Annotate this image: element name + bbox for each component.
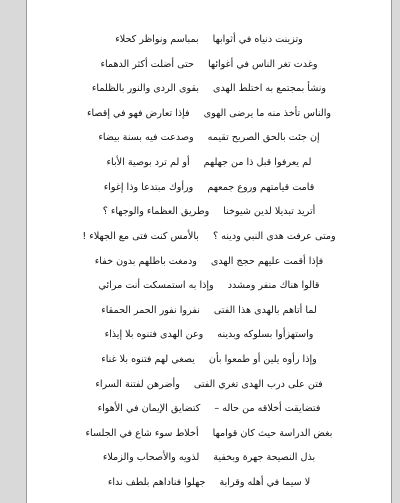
first-hemistich: وغدت تغر الناس في أغوائها: [207, 58, 318, 70]
poem-line: [27, 227, 391, 247]
poem-line: [27, 55, 391, 75]
second-hemistich: نفروا نفور الحمر الحمقاء: [101, 304, 200, 316]
poem-line: [27, 375, 391, 395]
first-hemistich: لا سيما في أهله وقرابة: [219, 477, 311, 488]
first-hemistich: بذل النصيحة جهرة وبخفية: [213, 452, 316, 464]
second-hemistich: أو لم ترد بوصية الأباء: [106, 157, 190, 169]
poem-line: [27, 104, 391, 124]
first-hemistich: لما أتاهم بالهدى هذا الفتى: [213, 304, 317, 316]
first-hemistich: قامت قيامتهم وروع جمعهم: [207, 181, 315, 193]
second-hemistich: ورأوك مبتدعا وذا إغواء: [103, 181, 194, 193]
poem-line: [27, 178, 391, 198]
poem-line: [27, 350, 391, 370]
poem-line: [27, 276, 391, 296]
first-hemistich: أتريد تبديلا لدين شيوخنا: [223, 206, 316, 218]
poem-line: [27, 424, 391, 444]
poem-line: [27, 202, 391, 222]
first-hemistich: ومتى عرفت هدى النبي ودينه ؟: [212, 230, 336, 242]
second-hemistich: وأضرهن لفتنة السراء: [95, 378, 180, 390]
poem-line: [27, 128, 391, 148]
second-hemistich: وعن الهدى فتنوه بلا إيذاء: [104, 329, 204, 341]
poem-line: [27, 325, 391, 345]
poem-line: [27, 473, 391, 493]
poem-line: [27, 30, 391, 50]
poem-line: [27, 153, 391, 173]
second-hemistich: بقوى الردى والنور بالظلماء: [91, 83, 199, 95]
second-hemistich: فإذا تعارض فهو في إقصاء: [86, 107, 190, 119]
second-hemistich: جهلوا فناداهم بلطف نداء: [107, 477, 206, 488]
second-hemistich: وصدعت فيه بسنة بيضاء: [98, 132, 194, 144]
first-hemistich: وتزينت دنياه في أثوابها: [212, 34, 303, 45]
second-hemistich: حتى أضلت أكثر الدهماء: [100, 58, 194, 70]
second-hemistich: وطريق العظماء والوجهاء ؟: [102, 206, 210, 218]
first-hemistich: فإذا أقمت عليهم حجج الهدى: [210, 255, 324, 267]
document-page: [26, 0, 392, 503]
second-hemistich: لذويه والأصحاب والزملاء: [102, 452, 200, 464]
first-hemistich: إن جئت بالحق الصريح تقيمه: [207, 132, 320, 144]
poem-line: [27, 448, 391, 468]
first-hemistich: ونشأ بمجتمع به اختلط الهدى: [212, 83, 327, 95]
first-hemistich: وإذا رأوه يلين أو طمعوا بأن: [208, 353, 317, 365]
second-hemistich: بالأمس كنت فتى مع الجهلاء !: [82, 230, 199, 242]
first-hemistich: فتن على درب الهدى تغري الفتى: [193, 378, 323, 390]
first-hemistich: قالوا هناك منفر ومشدد: [227, 280, 320, 292]
poem-line: [27, 79, 391, 99]
poem-line: [27, 301, 391, 321]
first-hemistich: بغض الدراسة حيث كان قوامها: [212, 427, 333, 439]
second-hemistich: أخلاط سوء شاع في الجلساء: [85, 427, 199, 439]
second-hemistich: كتضايق الإيمان في الأهواء: [97, 403, 201, 415]
first-hemistich: والناس تأخذ منه ما يرضى الهوى: [203, 107, 332, 119]
second-hemistich: وإذا به استمسكت أنت مرائي: [98, 280, 214, 292]
first-hemistich: لم يعرفوا قبل ذا من جهلهم: [203, 157, 312, 169]
second-hemistich: بمباسم ونواظر كحلاء: [115, 34, 199, 45]
poem-line: [27, 252, 391, 272]
second-hemistich: يصغي لهم فتنوه بلا غناء: [101, 353, 195, 365]
poem-line: [27, 399, 391, 419]
first-hemistich: واستهزأوا بسلوكه وبدينه: [217, 329, 314, 341]
first-hemistich: فتضايقت أخلاقه من حاله –: [214, 403, 321, 415]
second-hemistich: ودمغت باطلهم بدون خفاء: [94, 255, 197, 267]
